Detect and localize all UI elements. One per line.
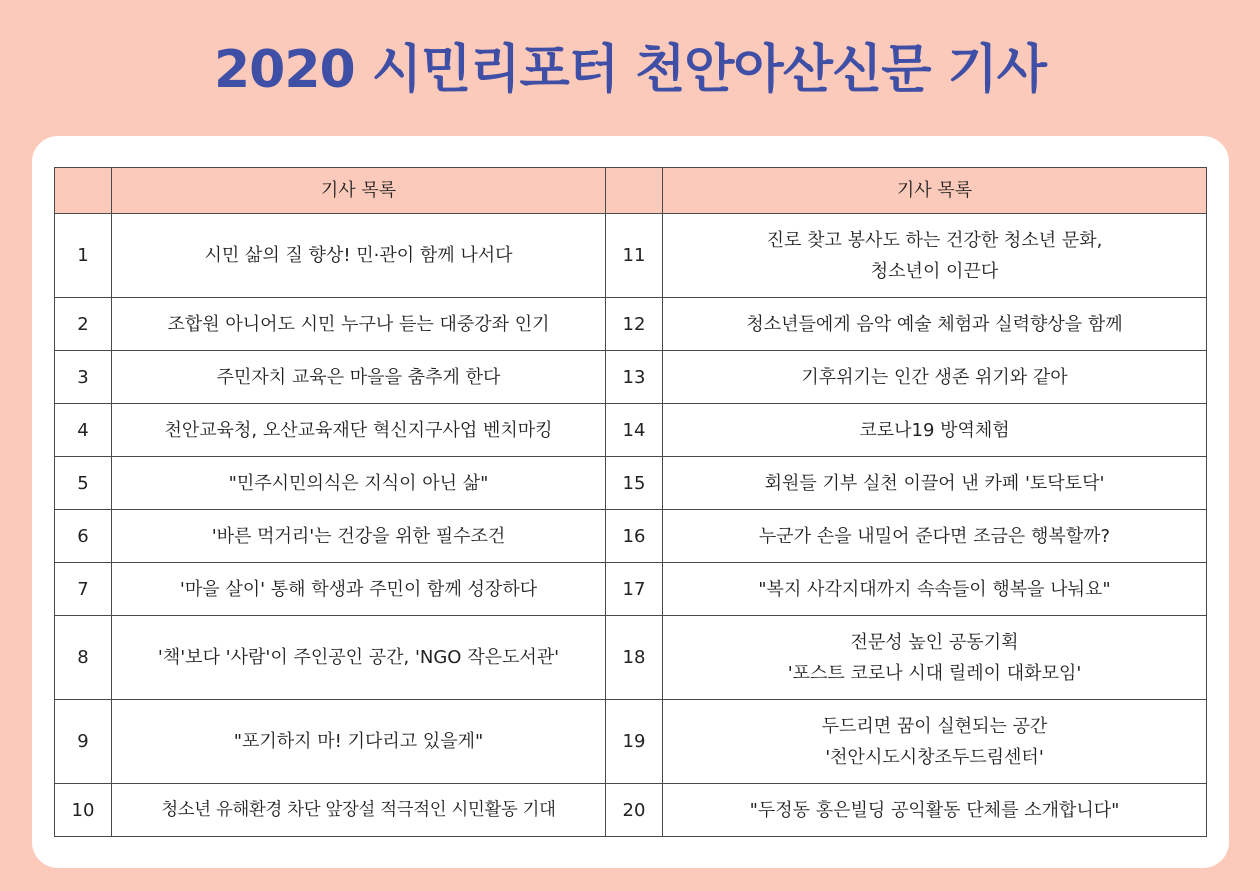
article-number: 4 — [55, 404, 112, 457]
article-number: 10 — [55, 784, 112, 837]
article-title: 시민 삶의 질 향상! 민·관이 함께 나서다 — [112, 214, 606, 298]
article-number: 19 — [606, 700, 663, 784]
table-row — [55, 616, 1207, 700]
article-title: "복지 사각지대까지 속속들이 행복을 나눠요" — [663, 563, 1207, 616]
table-row — [55, 214, 1207, 298]
article-number: 5 — [55, 457, 112, 510]
article-list-card — [32, 136, 1229, 868]
article-number: 12 — [606, 298, 663, 351]
article-number: 1 — [55, 214, 112, 298]
article-title: 기후위기는 인간 생존 위기와 같아 — [663, 351, 1207, 404]
header-number-right — [606, 168, 663, 214]
article-title: 누군가 손을 내밀어 준다면 조금은 행복할까? — [663, 510, 1207, 563]
article-number: 20 — [606, 784, 663, 837]
article-number: 13 — [606, 351, 663, 404]
article-title: 천안교육청, 오산교육재단 혁신지구사업 벤치마킹 — [112, 404, 606, 457]
article-number: 16 — [606, 510, 663, 563]
article-title: 주민자치 교육은 마을을 춤추게 한다 — [112, 351, 606, 404]
article-title: "두정동 홍은빌딩 공익활동 단체를 소개합니다" — [663, 784, 1207, 837]
article-number: 18 — [606, 616, 663, 700]
article-title: 전문성 높인 공동기획 '포스트 코로나 시대 릴레이 대화모임' — [663, 616, 1207, 700]
header-article-list-left: 기사 목록 — [112, 168, 606, 214]
article-number: 8 — [55, 616, 112, 700]
table-row — [55, 563, 1207, 616]
article-title: 청소년 유해환경 차단 앞장설 적극적인 시민활동 기대 — [112, 784, 606, 837]
article-title: 회원들 기부 실천 이끌어 낸 카페 '토닥토닥' — [663, 457, 1207, 510]
article-title: "포기하지 마! 기다리고 있을게" — [112, 700, 606, 784]
article-number: 14 — [606, 404, 663, 457]
article-title: '바른 먹거리'는 건강을 위한 필수조건 — [112, 510, 606, 563]
article-title: '책'보다 '사람'이 주인공인 공간, 'NGO 작은도서관' — [112, 616, 606, 700]
article-number: 9 — [55, 700, 112, 784]
table-header-row — [55, 168, 1207, 214]
article-table — [54, 167, 1207, 837]
article-title: '마을 살이' 통해 학생과 주민이 함께 성장하다 — [112, 563, 606, 616]
article-title: "민주시민의식은 지식이 아닌 삶" — [112, 457, 606, 510]
table-row — [55, 351, 1207, 404]
article-number: 6 — [55, 510, 112, 563]
table-row — [55, 510, 1207, 563]
header-number-left — [55, 168, 112, 214]
article-title: 두드리면 꿈이 실현되는 공간 '천안시도시창조두드림센터' — [663, 700, 1207, 784]
article-number: 7 — [55, 563, 112, 616]
table-row — [55, 457, 1207, 510]
article-number: 3 — [55, 351, 112, 404]
article-title: 진로 찾고 봉사도 하는 건강한 청소년 문화, 청소년이 이끈다 — [663, 214, 1207, 298]
article-title: 코로나19 방역체험 — [663, 404, 1207, 457]
article-number: 15 — [606, 457, 663, 510]
header-article-list-right: 기사 목록 — [663, 168, 1207, 214]
table-row — [55, 298, 1207, 351]
article-number: 2 — [55, 298, 112, 351]
article-number: 11 — [606, 214, 663, 298]
table-row — [55, 784, 1207, 837]
table-row — [55, 700, 1207, 784]
page-title: 2020 시민리포터 천안아산신문 기사 — [213, 40, 1047, 100]
article-number: 17 — [606, 563, 663, 616]
article-title: 청소년들에게 음악 예술 체험과 실력향상을 함께 — [663, 298, 1207, 351]
article-title: 조합원 아니어도 시민 누구나 듣는 대중강좌 인기 — [112, 298, 606, 351]
table-row — [55, 404, 1207, 457]
